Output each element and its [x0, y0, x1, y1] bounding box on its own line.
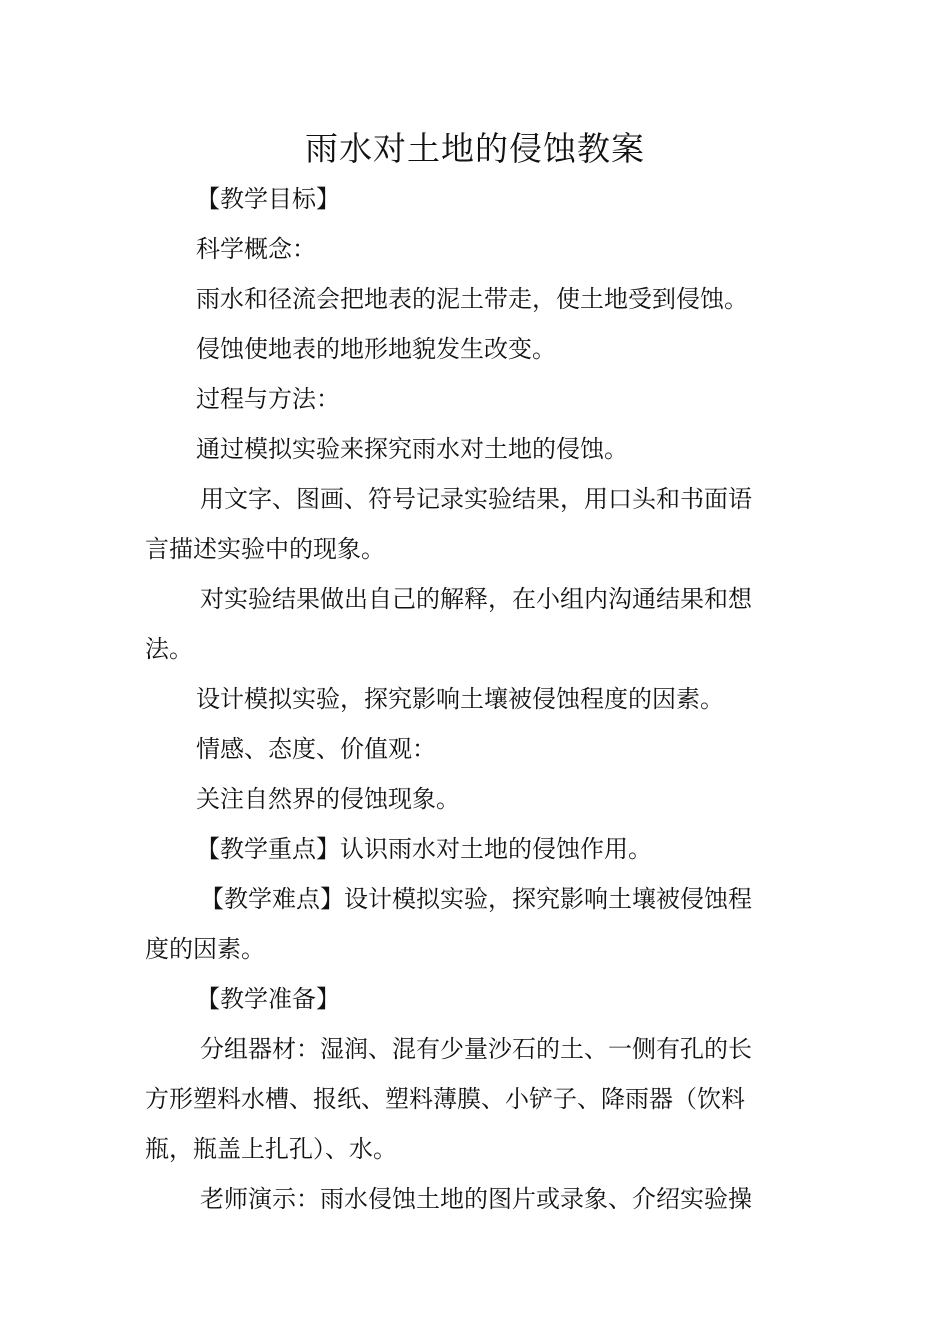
paragraph-line: 瓶，瓶盖上扎孔）、水。 — [145, 1135, 397, 1163]
paragraph-line: 用文字、图画、符号记录实验结果，用口头和书面语 — [200, 485, 752, 513]
heading-teaching-focus: 【教学重点】认识雨水对土地的侵蚀作用。 — [196, 835, 652, 863]
paragraph-line: 关注自然界的侵蚀现象。 — [196, 785, 460, 813]
subheading-science-concepts: 科学概念： — [196, 235, 316, 263]
subheading-process-methods: 过程与方法： — [196, 385, 340, 413]
paragraph-line: 侵蚀使地表的地形地貌发生改变。 — [196, 335, 556, 363]
paragraph-line: 通过模拟实验来探究雨水对土地的侵蚀。 — [196, 435, 628, 463]
paragraph-line: 法。 — [145, 635, 193, 663]
heading-teaching-objectives: 【教学目标】 — [196, 185, 340, 213]
paragraph-line: 对实验结果做出自己的解释，在小组内沟通结果和想 — [200, 585, 752, 613]
paragraph-line: 设计模拟实验，探究影响土壤被侵蚀程度的因素。 — [196, 685, 724, 713]
heading-teaching-preparation: 【教学准备】 — [196, 985, 340, 1013]
document-title: 雨水对土地的侵蚀教案 — [305, 129, 645, 168]
paragraph-line: 方形塑料水槽、报纸、塑料薄膜、小铲子、降雨器（饮料 — [145, 1085, 745, 1113]
paragraph-line: 老师演示：雨水侵蚀土地的图片或录象、介绍实验操 — [200, 1185, 752, 1213]
paragraph-line: 度的因素。 — [145, 935, 265, 963]
paragraph-line: 雨水和径流会把地表的泥土带走，使土地受到侵蚀。 — [196, 285, 748, 313]
paragraph-line: 分组器材：湿润、混有少量沙石的土、一侧有孔的长 — [200, 1035, 752, 1063]
subheading-attitudes-values: 情感、态度、价值观： — [196, 735, 436, 763]
heading-teaching-difficulty: 【教学难点】设计模拟实验，探究影响土壤被侵蚀程 — [200, 885, 752, 913]
paragraph-line: 言描述实验中的现象。 — [145, 535, 385, 563]
